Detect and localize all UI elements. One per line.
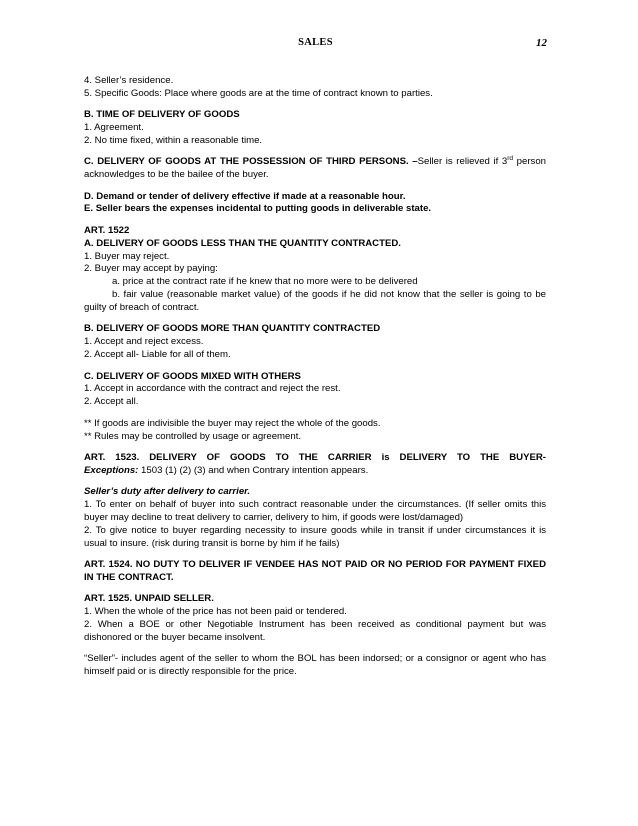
notes-section — [84, 418, 546, 444]
document-body — [84, 75, 546, 687]
list-item: 2. Accept all. — [84, 396, 139, 408]
sub-item-text: b. fair value (reasonable market value) of the goods if he did not know that the seller is going to be guilty of breach of contract. — [84, 289, 546, 314]
list-item: 2. Buyer may accept by paying: — [84, 263, 218, 275]
page-header — [84, 37, 547, 53]
list-item: 1. Accept in accordance with the contract and reject the rest. — [84, 383, 341, 395]
list-item: 2. Accept all- Liable for all of them. — [84, 349, 231, 361]
art-1525-heading: ART. 1525. UNPAID SELLER. — [84, 593, 214, 605]
list-item: 1. Buyer may reject. — [84, 250, 170, 262]
mixed-section — [84, 371, 546, 410]
third-persons-heading: C. DELIVERY OF GOODS AT THE POSSESSION OF THIRD PERSONS. – — [84, 156, 418, 168]
art-1523-heading: ART. 1523. DELIVERY OF GOODS TO THE CARRIER is DELIVERY TO THE BUYER- — [84, 451, 546, 463]
art-1524-heading: ART. 1524. NO DUTY TO DELIVER IF VENDEE HAS NOT PAID OR NO PERIOD FOR PAYMENT FIXED IN THE CONTRACT. — [84, 559, 546, 583]
residence-line: 4. Seller’s residence. — [84, 75, 174, 86]
list-item: 1. Agreement. — [84, 122, 144, 134]
specific-goods-line: 5. Specific Goods: Place where goods are at the time of contract known to parties. — [84, 87, 433, 99]
list-item: 2. When a BOE or other Negotiable Instrument has been received as conditional payment but was dishonored or the buyer became insolvent. — [84, 619, 546, 643]
exceptions-label: Exceptions: — [84, 464, 139, 476]
note-line: ** If goods are indivisible the buyer may reject the whole of the goods. — [84, 417, 381, 429]
exceptions-line — [84, 465, 546, 478]
page-title: SALES — [298, 37, 333, 48]
art-1525-section — [84, 593, 546, 645]
third-persons-text-b: person acknowledges to be the bailee of the buyer. — [84, 156, 546, 181]
third-persons-section — [84, 156, 546, 182]
demand-section — [84, 191, 546, 217]
list-item: 1. When the whole of the price has not been paid or tendered. — [84, 606, 347, 618]
seller-duty-section — [84, 486, 546, 551]
list-item: 2. To give notice to buyer regarding necessity to insure goods while in transit if under circumstances it is usual to insure. (risk during transit is borne by him if he fails) — [84, 524, 546, 549]
demand-heading: D. Demand or tender of delivery effective if made at a reasonable hour. — [84, 190, 406, 202]
sub-item — [84, 289, 546, 315]
page-number: 12 — [536, 37, 547, 49]
mixed-heading: C. DELIVERY OF GOODS MIXED WITH OTHERS — [84, 370, 301, 382]
residence-section — [84, 75, 546, 101]
list-item: 1. Accept and reject excess. — [84, 336, 204, 348]
sub-item: a. price at the contract rate if he knew that no more were to be delivered — [112, 276, 418, 288]
time-of-delivery-section — [84, 109, 546, 148]
time-of-delivery-heading: B. TIME OF DELIVERY OF GOODS — [84, 109, 240, 121]
art-1522-title: ART. 1522 — [84, 224, 130, 236]
third-persons-text-a: Seller is relieved if 3 — [417, 156, 508, 168]
exceptions-text: 1503 (1) (2) (3) and when Contrary intention appears. — [138, 464, 369, 476]
more-than-section — [84, 323, 546, 362]
list-item: 2. No time fixed, within a reasonable time. — [84, 135, 263, 147]
list-item: 1. To enter on behalf of buyer into such contract reasonable under the circumstances. (If seller omits this buyer may decline to treat delivery to carrier, delivery to him, if goods were lost/damaged) — [84, 498, 546, 523]
art-1522-heading: A. DELIVERY OF GOODS LESS THAN THE QUANTITY CONTRACTED. — [84, 237, 401, 249]
expenses-heading: E. Seller bears the expenses incidental to putting goods in deliverable state. — [84, 203, 432, 215]
art-1523-section — [84, 452, 546, 478]
seller-duty-heading: Seller’s duty after delivery to carrier. — [84, 486, 251, 498]
art-1522-section — [84, 225, 546, 315]
seller-definition: “Seller”- includes agent of the seller to whom the BOL has been indorsed; or a consignor or agent who has himself paid or is directly responsible for the price. — [84, 653, 546, 678]
note-line: ** Rules may be controlled by usage or agreement. — [84, 430, 302, 442]
more-than-heading: B. DELIVERY OF GOODS MORE THAN QUANTITY CONTRACTED — [84, 323, 381, 335]
third-persons-superscript: rd — [507, 155, 514, 163]
